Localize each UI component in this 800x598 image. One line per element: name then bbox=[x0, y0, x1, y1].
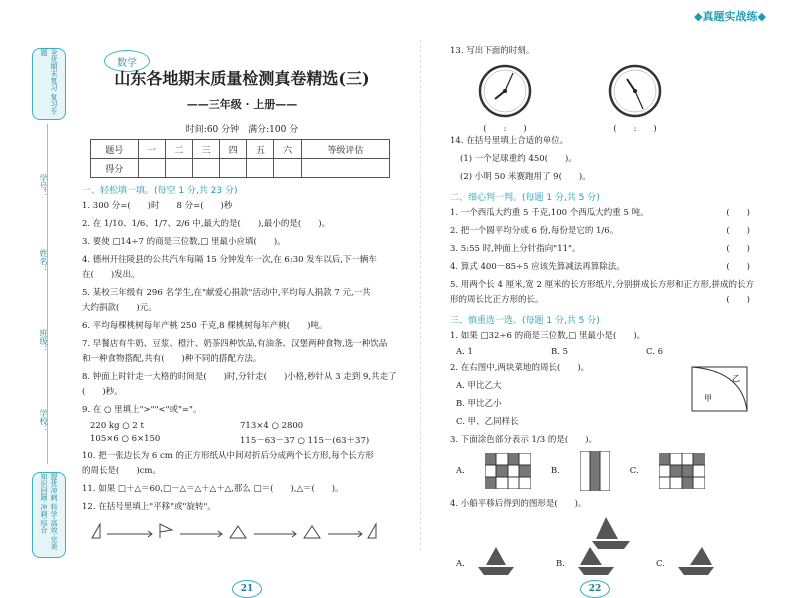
student-id-field[interactable]: 学号： bbox=[39, 174, 48, 198]
sidebar-bottom-badge: 提优冲刺 科学·高效·完美 知识回顾·冲刺·综合 bbox=[32, 472, 66, 558]
choice-3: 3. 下面涂色部分表示 1/3 的是( )。 bbox=[450, 435, 598, 445]
page-number-left: 21 bbox=[232, 580, 262, 598]
question-8 bbox=[82, 370, 402, 400]
compare-item: 105×6 ○ 6×150 bbox=[90, 434, 161, 444]
compare-item: 220 kg ○ 2 t bbox=[90, 421, 144, 431]
score-cell[interactable] bbox=[220, 159, 247, 178]
score-cell[interactable] bbox=[301, 159, 389, 178]
table-header-cell: 二 bbox=[165, 140, 192, 159]
compare-item: 713×4 ○ 2800 bbox=[240, 421, 304, 431]
grade-subtitle: ——三年级 · 上册—— bbox=[186, 98, 298, 111]
option-b[interactable]: B. 甲比乙小 bbox=[456, 399, 502, 409]
choice-4: 4. 小船平移后得到的图形是( )。 bbox=[450, 499, 587, 509]
table-header-cell: 三 bbox=[192, 140, 219, 159]
clock-face-2 bbox=[607, 63, 663, 119]
judge-answer[interactable]: ( ) bbox=[726, 208, 750, 218]
grid-figure-a bbox=[485, 453, 531, 489]
question-10-line1: 10. 把一张边长为 6 cm 的正方形纸从中间对折后分成两个长方形,每个长方形 bbox=[82, 451, 374, 461]
question-5 bbox=[82, 286, 402, 316]
option-b[interactable]: B. 5 bbox=[551, 347, 569, 357]
banner-title: ◆真题实战练◆ bbox=[694, 10, 766, 23]
option-c[interactable]: C. 6 bbox=[646, 347, 664, 357]
page-divider bbox=[420, 40, 421, 550]
judge-2 bbox=[450, 224, 760, 239]
question-7-line1: 7. 早餐店有牛奶、豆浆、橙汁、奶茶四种饮品,有油条、汉堡两种食物,选一种饮品 bbox=[82, 339, 388, 349]
option-a[interactable]: A. bbox=[456, 466, 465, 476]
page-number-right: 22 bbox=[580, 580, 610, 598]
option-b[interactable]: B. bbox=[550, 466, 560, 476]
question-14: 14. 在括号里填上合适的单位。 bbox=[450, 136, 569, 146]
judge-1-text: 1. 一个西瓜大约重 5 千克,100 个西瓜大约重 5 吨。 bbox=[450, 208, 649, 218]
table-header-cell: 五 bbox=[247, 140, 274, 159]
judge-answer[interactable]: ( ) bbox=[726, 226, 750, 236]
question-10-line2: 的周长是( )cm。 bbox=[82, 466, 161, 476]
boat-option-c bbox=[676, 545, 716, 579]
choice-2-block bbox=[450, 361, 760, 430]
table-header-cell: 一 bbox=[138, 140, 165, 159]
flag-shape-1 bbox=[92, 524, 100, 538]
judge-answer[interactable]: ( ) bbox=[726, 295, 750, 305]
score-row-label: 得分 bbox=[91, 159, 139, 178]
flag-shape-4 bbox=[304, 526, 320, 538]
grid-figure-b bbox=[580, 451, 610, 491]
question-7-line2: 和一种食物搭配,共有( )种不同的搭配方法。 bbox=[82, 354, 262, 364]
question-14-1: (1) 一个足球重约 450( )。 bbox=[460, 154, 577, 164]
section-3-heading: 三、慎重选一选。(每题 1 分,共 5 分) bbox=[450, 316, 600, 326]
compare-row bbox=[90, 434, 402, 446]
option-a[interactable]: A. 1 bbox=[456, 347, 473, 357]
score-cell[interactable] bbox=[165, 159, 192, 178]
school-field[interactable]: 学校： bbox=[39, 409, 48, 433]
question-4-line2: 在( )发出。 bbox=[82, 270, 140, 280]
grid-figure-c bbox=[659, 453, 705, 489]
boat-option-a bbox=[476, 545, 516, 579]
question-6: 6. 平均每棵桃树每年产桃 250 千克,8 棵桃树每年产桃( )吨。 bbox=[82, 321, 328, 331]
choice-1-options bbox=[456, 347, 760, 357]
judge-1 bbox=[450, 206, 760, 221]
option-c[interactable]: C. bbox=[656, 559, 665, 569]
clock-2 bbox=[600, 63, 670, 134]
score-cell[interactable] bbox=[138, 159, 165, 178]
subject-badge: 数学 bbox=[104, 50, 150, 72]
judge-5-line2: 形的周长比正方形的长。 bbox=[450, 295, 544, 305]
clock-1 bbox=[470, 63, 540, 134]
judge-4 bbox=[450, 260, 760, 275]
judge-3 bbox=[450, 242, 760, 257]
question-2: 2. 在 1/10、1/6、1/7、2/6 中,最大的是( ),最小的是( )。 bbox=[82, 219, 331, 229]
choice-3-options bbox=[456, 451, 760, 491]
question-4-line1: 4. 德州开往陵县的公共汽车每隔 15 分钟发车一次,在 6:30 发车以后,下一辆车 bbox=[82, 255, 377, 265]
judge-5-line1: 5. 用两个长 4 厘米,宽 2 厘米的长方形纸片,分别拼成长方形和正方形,拼成的长方 bbox=[450, 280, 755, 290]
judge-2-text: 2. 把一个圆平均分成 6 份,每份是它的 1/6。 bbox=[450, 226, 619, 236]
question-5-line2: 大约捐款( )元。 bbox=[82, 303, 157, 313]
question-8-line2: ( )秒。 bbox=[82, 387, 123, 397]
right-page bbox=[450, 44, 760, 594]
question-5-line1: 5. 某校三年级有 296 名学生,在"献爱心捐款"活动中,平均每人捐款 7 元,一共 bbox=[82, 288, 371, 298]
question-8-line1: 8. 钟面上时针走一大格的时间是( )时,分针走( )小格,秒针从 3 走到 9,共走了 bbox=[82, 372, 397, 382]
compare-item: 115－63－37 ○ 115－(63＋37) bbox=[240, 436, 370, 446]
label-jia: 甲 bbox=[704, 394, 712, 403]
translate-rotate-figures bbox=[82, 518, 382, 540]
question-11: 11. 如果 □＋△＝60,□－△＝△＋△＋△,那么 □＝( ),△＝( )。 bbox=[82, 484, 344, 494]
question-13: 13. 写出下面的时刻。 bbox=[450, 46, 535, 56]
label-yi: 乙 bbox=[732, 374, 740, 383]
option-a[interactable]: A. 甲比乙大 bbox=[456, 381, 502, 391]
page-title: 山东各地期末质量检测真卷精选(三) bbox=[114, 69, 370, 88]
boat-figures bbox=[450, 515, 760, 585]
question-1: 1. 300 分=( )时 8 分=( )秒 bbox=[82, 201, 233, 211]
left-page bbox=[82, 44, 402, 594]
flag-shape-2 bbox=[160, 524, 172, 538]
section-1-heading: 一、轻松填一填。(每空 1 分,共 23 分) bbox=[82, 186, 238, 196]
boat-option-b bbox=[576, 545, 616, 579]
question-10 bbox=[82, 449, 402, 479]
question-7 bbox=[82, 337, 402, 367]
clock-2-answer[interactable]: ( : ) bbox=[613, 124, 657, 134]
clock-1-answer[interactable]: ( : ) bbox=[483, 124, 527, 134]
flag-shape-5 bbox=[368, 524, 376, 538]
compare-row bbox=[90, 421, 402, 431]
option-b[interactable]: B. bbox=[556, 559, 565, 569]
table-header-cell: 四 bbox=[220, 140, 247, 159]
score-cell[interactable] bbox=[274, 159, 301, 178]
judge-answer[interactable]: ( ) bbox=[726, 262, 750, 272]
student-name-field[interactable]: 姓名： bbox=[39, 249, 48, 273]
judge-answer[interactable]: ( ) bbox=[726, 244, 750, 254]
score-table bbox=[90, 139, 390, 178]
clocks-row bbox=[470, 63, 760, 134]
exam-meta: 时间:60 分钟 满分:100 分 bbox=[185, 125, 299, 135]
judge-3-text: 3. 5:55 时,钟面上分针指向"11"。 bbox=[450, 244, 581, 254]
question-3: 3. 要使 □14÷7 的商是三位数,□ 里最小应填( )。 bbox=[82, 237, 286, 247]
sidebar bbox=[32, 44, 64, 556]
section-2-heading: 二、细心判一判。(每题 1 分,共 5 分) bbox=[450, 193, 600, 203]
option-c[interactable]: C. 甲、乙同样长 bbox=[456, 417, 519, 427]
choice-2: 2. 在右图中,两块菜地的周长( )。 bbox=[450, 363, 590, 373]
question-9: 9. 在 ○ 里填上">""<"或"="。 bbox=[82, 405, 202, 415]
table-header-cell: 等级评估 bbox=[301, 140, 389, 159]
score-cell[interactable] bbox=[247, 159, 274, 178]
sidebar-top-badge: 全优期末复习 复习专题 bbox=[32, 48, 66, 120]
option-c[interactable]: C. bbox=[629, 466, 639, 476]
table-header-cell: 六 bbox=[274, 140, 301, 159]
flag-shape-3 bbox=[230, 526, 246, 538]
judge-4-text: 4. 算式 400－85÷5 应该先算减法再算除法。 bbox=[450, 262, 625, 272]
garden-figure bbox=[690, 365, 750, 413]
class-field[interactable]: 班级： bbox=[39, 329, 48, 353]
question-14-2: (2) 小明 50 米赛跑用了 9( )。 bbox=[460, 172, 591, 182]
question-4 bbox=[82, 253, 402, 283]
score-cell[interactable] bbox=[192, 159, 219, 178]
choice-1: 1. 如果 □32÷6 的商是三位数,□ 里最小是( )。 bbox=[450, 331, 646, 341]
option-a[interactable]: A. bbox=[456, 559, 465, 569]
clock-face-1 bbox=[477, 63, 533, 119]
question-12: 12. 在括号里填上"平移"或"旋转"。 bbox=[82, 502, 216, 512]
table-header-cell: 题号 bbox=[91, 140, 139, 159]
judge-5 bbox=[450, 278, 760, 308]
